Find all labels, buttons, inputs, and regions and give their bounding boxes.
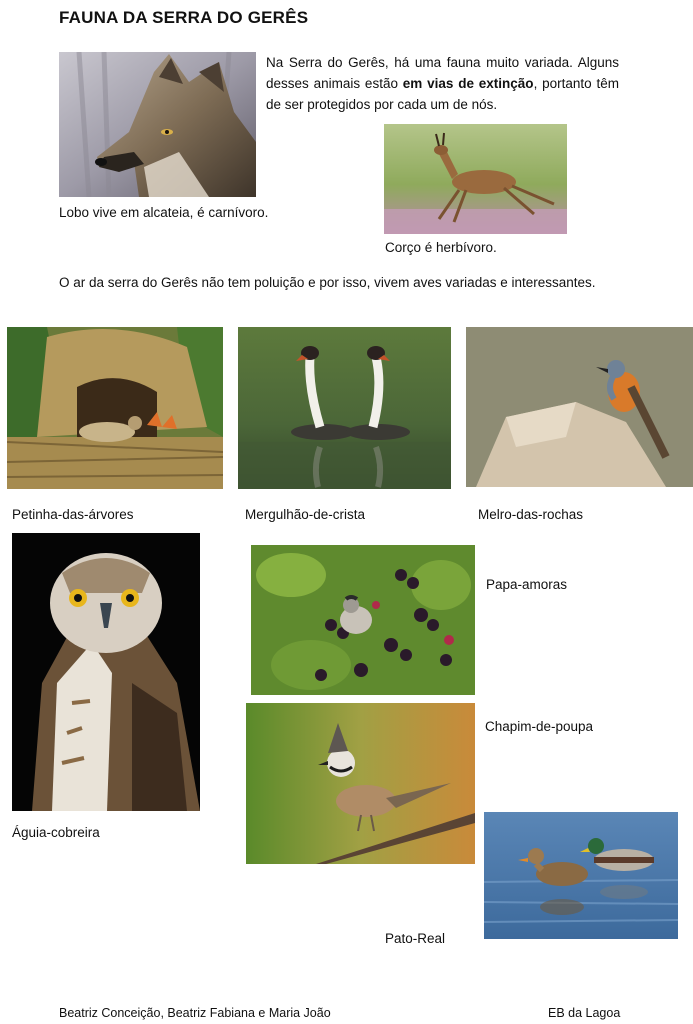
mallard-photo bbox=[484, 812, 678, 939]
rock-thrush-caption: Melro-das-rochas bbox=[478, 507, 584, 522]
footer-school: EB da Lagoa bbox=[548, 1006, 621, 1020]
tree-pipit-photo bbox=[7, 327, 223, 489]
grebe-caption: Mergulhão-de-crista bbox=[245, 507, 366, 522]
page-title: FAUNA DA SERRA DO GERÊS bbox=[59, 8, 309, 27]
crested-tit-caption: Chapim-de-poupa bbox=[485, 719, 594, 734]
birds-paragraph: O ar da serra do Gerês não tem poluição e por isso, vivem aves variadas e interessantes. bbox=[59, 275, 596, 290]
grebe-photo bbox=[238, 327, 451, 489]
wolf-photo bbox=[59, 52, 256, 197]
wolf-caption: Lobo vive em alcateia, é carnívoro. bbox=[59, 205, 269, 220]
eagle-caption: Águia-cobreira bbox=[12, 825, 100, 840]
blackcap-photo bbox=[251, 545, 475, 695]
tree-pipit-caption: Petinha-das-árvores bbox=[12, 507, 134, 522]
blackcap-caption: Papa-amoras bbox=[486, 577, 568, 592]
mallard-caption: Pato-Real bbox=[385, 931, 446, 946]
rock-thrush-photo bbox=[466, 327, 693, 487]
footer-authors: Beatriz Conceição, Beatriz Fabiana e Maria João bbox=[59, 1006, 331, 1020]
eagle-photo bbox=[12, 533, 200, 811]
intro-paragraph: Na Serra do Gerês, há uma fauna muito variada. Alguns desses animais estão em vias de extinção, portanto têm de ser protegidos por cada um de nós. bbox=[266, 55, 619, 112]
crested-tit-photo bbox=[246, 703, 475, 864]
roe-deer-caption: Corço é herbívoro. bbox=[385, 240, 497, 255]
extinction-emphasis: em vias de extinção bbox=[402, 76, 534, 91]
roe-deer-photo bbox=[384, 124, 567, 234]
